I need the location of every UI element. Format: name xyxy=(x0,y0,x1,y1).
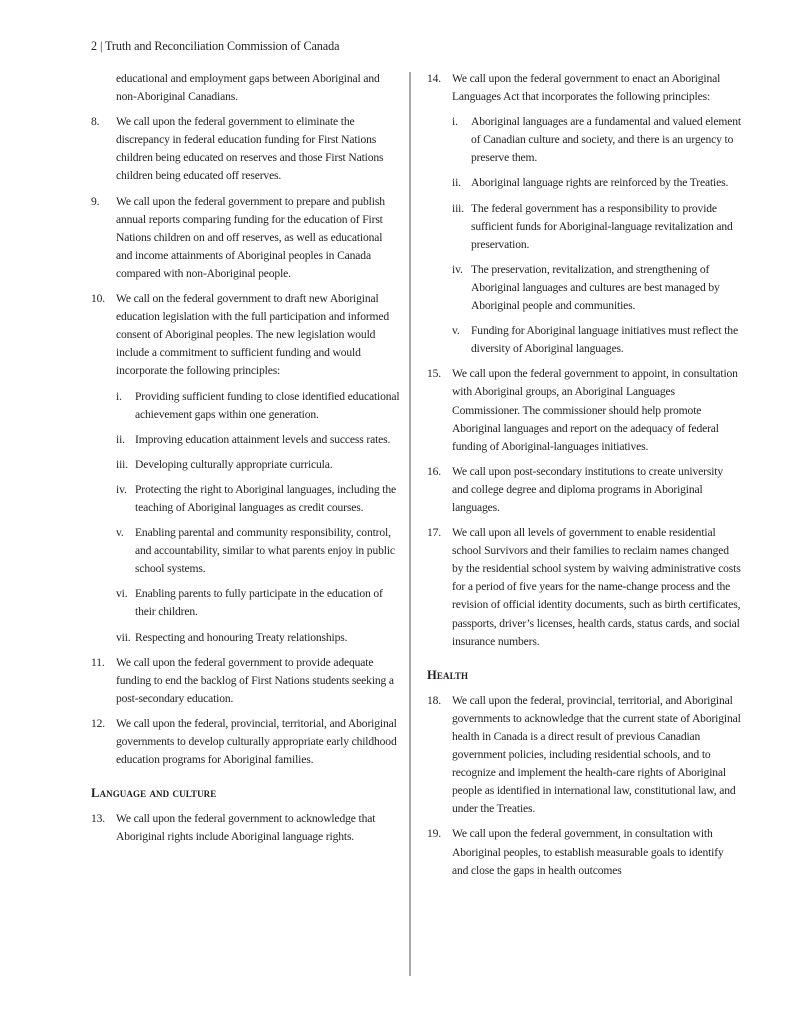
principle-text: Providing sufficient funding to close identified educational achievement gaps within one generation. xyxy=(135,389,400,421)
recommendation-13 xyxy=(91,810,401,846)
continuation-text: educational and employment gaps between Aboriginal and non-Aboriginal Canadians. xyxy=(116,72,380,104)
item-text: We call upon the federal government to acknowledge that Aboriginal rights include Aboriginal language rights. xyxy=(116,812,376,844)
principle-item xyxy=(452,113,742,167)
principle-item xyxy=(116,629,401,647)
item-number: 16. xyxy=(427,464,442,478)
roman-numeral: i. xyxy=(116,389,122,403)
principle-text: Protecting the right to Aboriginal languages, including the teaching of Aboriginal languages as credit courses. xyxy=(135,482,396,514)
principle-text: Funding for Aboriginal language initiatives must reflect the diversity of Aboriginal languages. xyxy=(471,324,738,356)
principle-text: Developing culturally appropriate curricula. xyxy=(135,457,333,471)
recommendation-18 xyxy=(427,692,742,819)
principle-item xyxy=(116,431,401,449)
principle-text: Enabling parents to fully participate in the education of their children. xyxy=(135,587,383,619)
roman-numeral: v. xyxy=(452,324,460,338)
principles-list xyxy=(452,113,742,358)
principle-text: Respecting and honouring Treaty relationships. xyxy=(135,630,348,644)
item-text: We call upon the federal government, in consultation with Aboriginal peoples, to establish measurable goals to identify and close the gaps in health outcomes xyxy=(452,827,724,877)
item-number: 12. xyxy=(91,716,106,730)
principle-item xyxy=(116,481,401,517)
principle-item xyxy=(452,200,742,254)
principle-item xyxy=(452,261,742,315)
principle-item xyxy=(116,585,401,621)
continuation-paragraph xyxy=(91,70,401,106)
left-column xyxy=(91,70,401,853)
section-heading-health: Health xyxy=(427,667,469,682)
recommendation-11 xyxy=(91,654,401,708)
roman-numeral: iii. xyxy=(452,201,464,215)
item-number: 19. xyxy=(427,827,442,841)
item-text: We call upon the federal, provincial, territorial, and Aboriginal governments to develop culturally appropriate early childhood education programs for Aboriginal families. xyxy=(116,716,397,767)
item-text: We call upon the federal, provincial, territorial, and Aboriginal governments to acknowledge that the current state of Aboriginal health in Canada is a direct result of previous Canadian government policies, including residential schools, and to recognize and implement the health-care rights of Aboriginal people as identified in international law, constitutional law, and under the Treaties. xyxy=(452,693,741,816)
roman-numeral: iv. xyxy=(116,482,127,496)
item-text: We call upon the federal government to eliminate the discrepancy in federal education funding for First Nations children being educated on reserves and those First Nations children being educated off reserves. xyxy=(116,115,384,183)
section-heading-language-and-culture: Language and culture xyxy=(91,786,217,801)
recommendation-10 xyxy=(91,290,401,647)
principle-text: Improving education attainment levels and success rates. xyxy=(135,432,391,446)
item-text: We call upon the federal government to appoint, in consultation with Aboriginal groups, an Aboriginal Languages Commissioner. The commissioner should help promote Aboriginal languages and report on the adequacy of federal funding of Aboriginal-languages initiatives. xyxy=(452,367,738,453)
item-number: 18. xyxy=(427,693,442,707)
principle-item xyxy=(452,174,742,192)
item-number: 10. xyxy=(91,292,106,306)
principles-list xyxy=(116,388,401,647)
recommendation-14 xyxy=(427,70,742,358)
principle-item xyxy=(116,456,401,474)
item-number: 11. xyxy=(91,655,105,669)
roman-numeral: vi. xyxy=(116,587,128,601)
recommendation-16 xyxy=(427,463,742,517)
principle-text: Aboriginal languages are a fundamental and valued element of Canadian culture and society, and there is an urgency to preserve them. xyxy=(471,115,741,165)
roman-numeral: vii. xyxy=(116,630,131,644)
principle-item xyxy=(116,524,401,578)
recommendation-15 xyxy=(427,365,742,455)
item-text: We call upon post-secondary institutions to create university and college degree and diploma programs in Aboriginal languages. xyxy=(452,464,723,514)
principle-item xyxy=(116,388,401,424)
item-text: We call upon the federal government to enact an Aboriginal Languages Act that incorporates the following principles: xyxy=(452,72,721,104)
principle-text: The federal government has a responsibility to provide sufficient funds for Aboriginal-language revitalization and preservation. xyxy=(471,201,733,251)
roman-numeral: iv. xyxy=(452,262,463,276)
recommendation-8 xyxy=(91,113,401,185)
item-number: 15. xyxy=(427,367,442,381)
principle-item xyxy=(452,322,742,358)
item-number: 8. xyxy=(91,115,100,129)
item-number: 17. xyxy=(427,526,442,540)
principle-text: The preservation, revitalization, and strengthening of Aboriginal languages and cultures are best managed by Aboriginal people and communities. xyxy=(471,262,720,313)
recommendation-17 xyxy=(427,524,742,651)
item-number: 9. xyxy=(91,194,100,208)
column-divider xyxy=(409,72,411,976)
recommendation-12 xyxy=(91,715,401,769)
roman-numeral: ii. xyxy=(116,432,125,446)
item-number: 14. xyxy=(427,72,442,85)
item-text: We call upon all levels of government to enable residential school Survivors and their families to reclaim names changed by the residential school system by waiving administrative costs for a period of five years for the name-change process and the revision of official identity documents, such as birth certificates, passports, driver’s licenses, health cards, status cards, and social insurance numbers. xyxy=(452,526,741,648)
item-text: We call on the federal government to draft new Aboriginal education legislation with the full participation and informed consent of Aboriginal peoples. The new legislation would include a commitment to sufficient funding and would incorporate the following principles: xyxy=(116,292,390,378)
roman-numeral: iii. xyxy=(116,457,128,471)
right-column xyxy=(427,70,742,887)
principle-text: Aboriginal language rights are reinforced by the Treaties. xyxy=(471,176,729,190)
item-text: We call upon the federal government to provide adequate funding to end the backlog of First Nations students seeking a post-secondary education. xyxy=(116,655,394,705)
item-number: 13. xyxy=(91,812,106,826)
recommendation-9 xyxy=(91,193,401,283)
principle-text: Enabling parental and community responsibility, control, and accountability, similar to what parents enjoy in public school systems. xyxy=(135,526,395,576)
item-text: We call upon the federal government to prepare and publish annual reports comparing funding for the education of First Nations children on and off reserves, as well as educational and income attainments of Aboriginal peoples in Canada compared with non-Aboriginal people. xyxy=(116,194,385,280)
recommendation-19 xyxy=(427,825,742,879)
roman-numeral: ii. xyxy=(452,176,461,190)
roman-numeral: v. xyxy=(116,526,124,540)
roman-numeral: i. xyxy=(452,115,458,129)
running-head: 2 | Truth and Reconciliation Commission of Canada xyxy=(91,39,340,53)
